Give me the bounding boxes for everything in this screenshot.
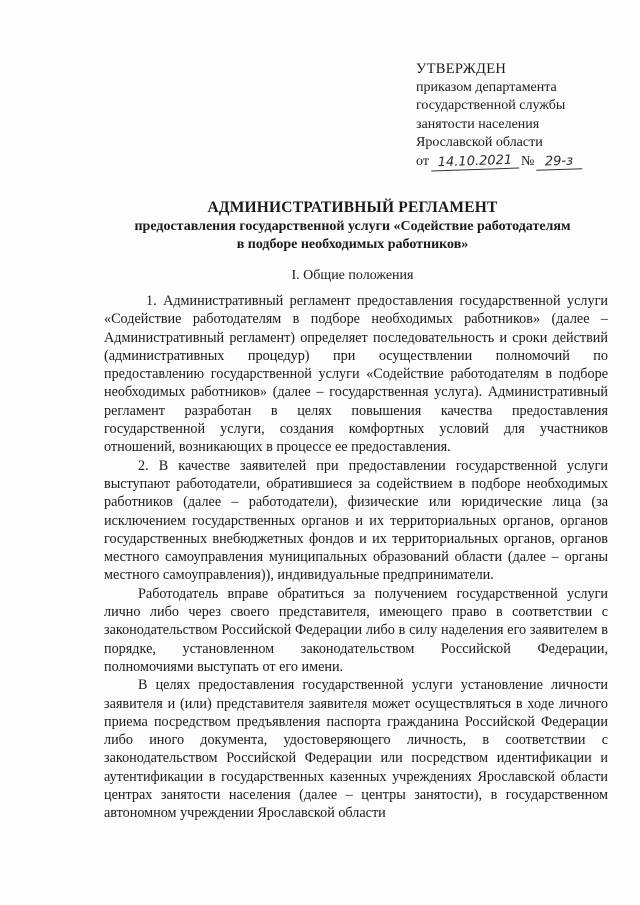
paragraph: Работодатель вправе обратиться за получением государственной услуги лично либо через своего представителя, имеющего право в соответствии с законодательством Российской Федерации либо в силу наделения его заявителем в порядке, установленном законодательством Российской Федерации, полномочиями выступать от его имени. [104, 585, 608, 675]
approval-stamp [416, 60, 616, 171]
approval-date-line [416, 153, 616, 172]
title-line: предоставления государственной услуги «Содействие работодателям [134, 219, 571, 234]
title-main: АДМИНИСТРАТИВНЫЙ РЕГЛАМЕНТ [207, 199, 498, 216]
document-body [104, 292, 608, 823]
paragraph: В целях предоставления государственной услуги установление личности заявителя и (или) представителя заявителя может осуществляться в ходе личного приема посредством предъявления паспорта гражданина Российской Федерации либо иного документа, удостоверяющего личность, в соответствии с законодательством Российской Федерации или посредством идентификации и аутентификации в государственных казенных учреждениях Ярославской области центрах занятости населения (далее – центры занятости), в государственном автономном учреждении Ярославской области [104, 677, 608, 822]
date-prefix: от [416, 153, 429, 169]
approval-line: Ярославской области [416, 135, 543, 150]
paragraph: 1. Административный регламент предоставления государственной услуги «Содействие работодателям в подборе необходимых работников» (далее – Административный регламент) определяет последовательность и сроки действий (административных процедур) при осуществлении полномочий по предоставлению государственной услуги «Содействие работодателям в подборе необходимых работников» (далее – государственная услуга). Административный регламент разработан в целях повышения качества предоставления государственной услуги, создания комфортных условий для участников отношений, возникающих в процессе ее предоставления. [104, 293, 608, 456]
section-heading: I. Общие положения [291, 268, 414, 283]
document-title [100, 198, 605, 254]
approval-line: приказом департамента [416, 79, 557, 95]
handwritten-date: 14.10.2021 [431, 153, 519, 171]
handwritten-number: 29-з [536, 154, 582, 171]
title-line: в подборе необходимых работников» [236, 237, 469, 252]
approval-heading: УТВЕРЖДЕН [416, 61, 507, 77]
approval-line: государственной службы [416, 98, 566, 113]
number-prefix: № [520, 153, 535, 169]
approval-line: занятости населения [416, 116, 540, 132]
paragraph: 2. В качестве заявителей при предоставлении государственной услуги выступают работодатели, обратившиеся за содействием в подборе необходимых работников (далее – работодатели), физические или юридические лица (за исключением государственных органов и их территориальных органов, органов государственных внебюджетных фондов и их территориальных органов, органов местного самоуправления муниципальных образований области (далее – органы местного самоуправления)), индивидуальные предприниматели. [104, 457, 608, 584]
